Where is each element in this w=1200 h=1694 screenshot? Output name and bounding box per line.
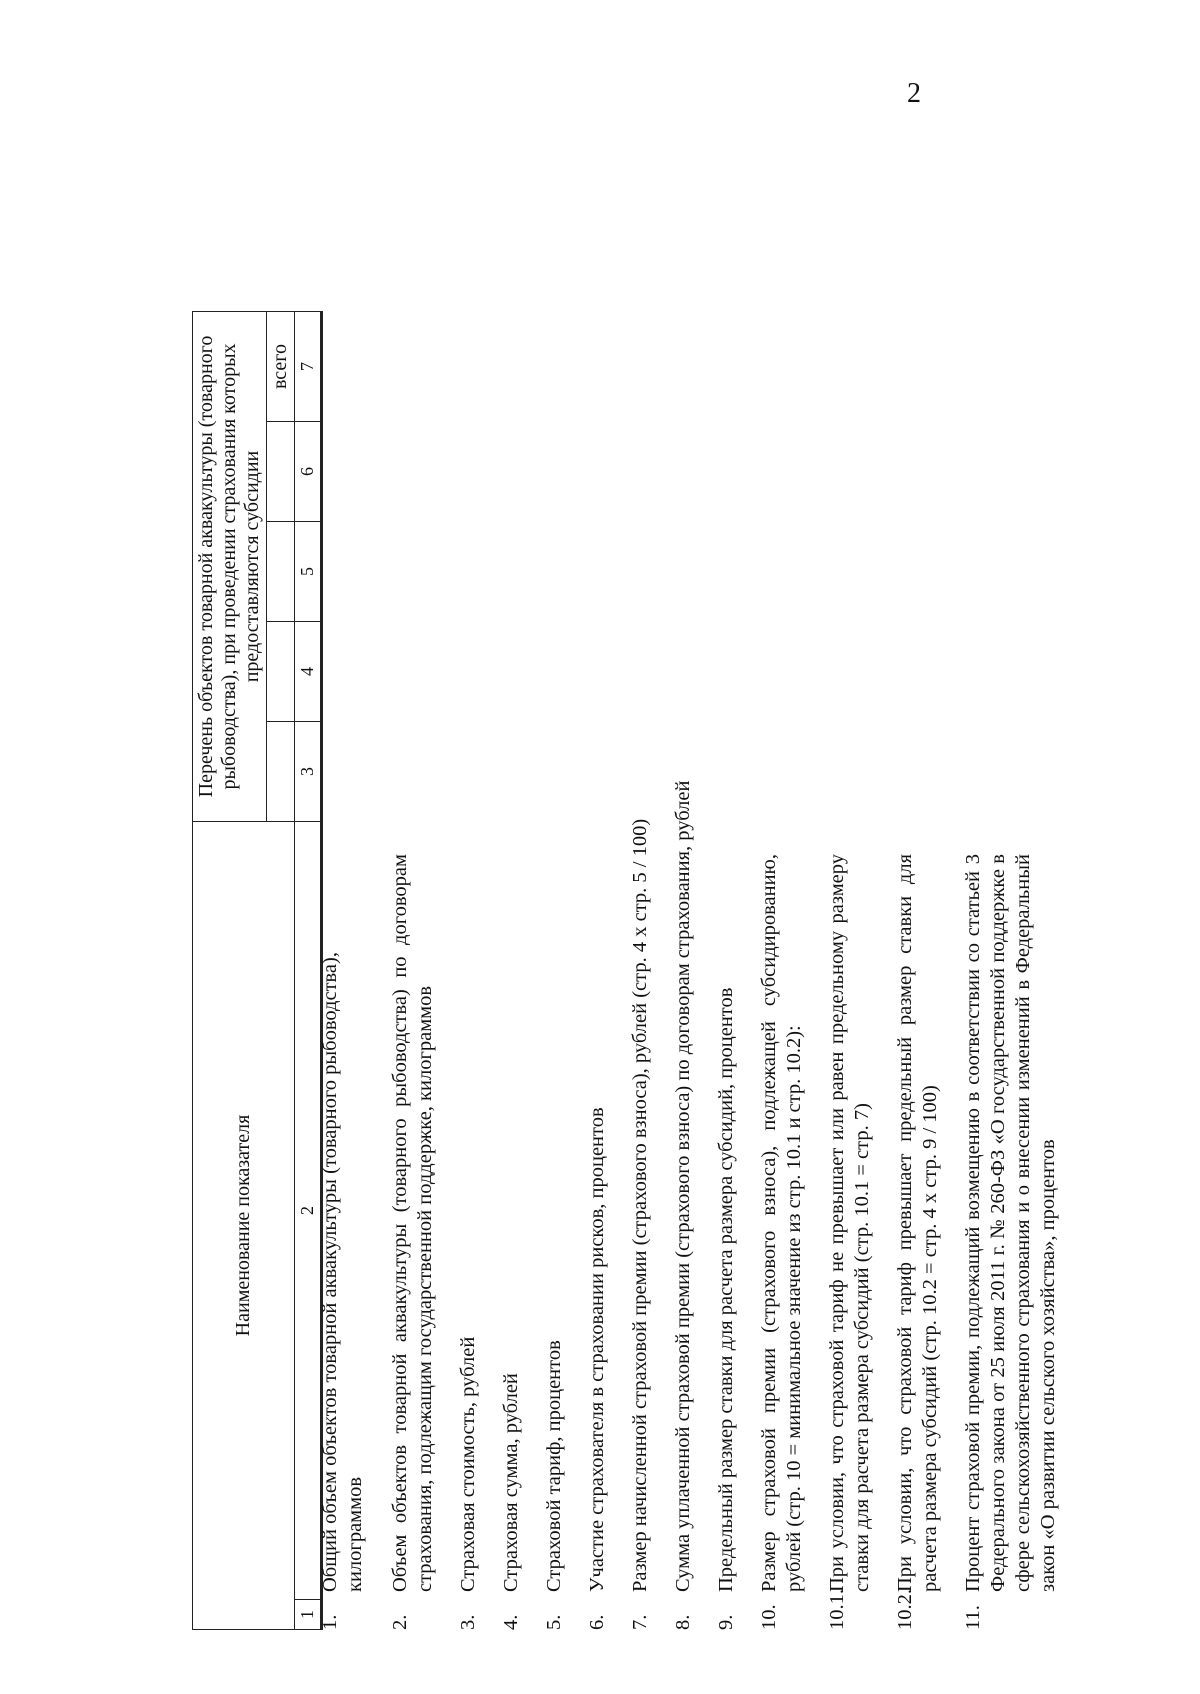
row-number: 2. [389, 1614, 411, 1630]
list-item [757, 90, 807, 1630]
total-header: всего [267, 312, 295, 422]
row-number: 7. [629, 1614, 651, 1630]
row-number: 1. [319, 1614, 341, 1630]
list-header: Перечень объектов товарной аквакультуры (товарного рыбоводства), при проведении страхования которых предоставляются субсидии [193, 312, 267, 822]
blank-cell [267, 722, 295, 822]
row-number: 5. [543, 1614, 565, 1630]
list-item [318, 90, 368, 1630]
blank-cell [267, 422, 295, 522]
list-item [961, 90, 1061, 1630]
row-text: Процент страховой премии, подлежащий возмещению в соответствии со статьей 3 Федерального закона от 25 июля 2011 г. № 260-ФЗ «О государственной поддержке в сфере сельскохозяйственного страхования и о внесении изменений в Федеральный закон «О развитии сельского хозяйства», процентов [962, 854, 1059, 1592]
list-item [456, 90, 481, 1630]
row-number: 9. [715, 1614, 737, 1630]
rotated-sheet [140, 80, 1059, 1660]
col-number: 4 [295, 622, 322, 722]
list-item [893, 90, 943, 1630]
indicator-list [318, 90, 1061, 1630]
row-number: 10. [758, 1604, 780, 1630]
col-number: 2 [295, 822, 322, 1600]
row-text: Страховая сумма, рублей [500, 1373, 522, 1592]
col-number: 5 [295, 522, 322, 622]
row-text: При условии, что страховой тариф превышает предельный размер ставки для расчета размера субсидий (стр. 10.2 = стр. 4 х стр. 9 / 100) [894, 854, 941, 1592]
row-text: Предельный размер ставки для расчета размера субсидий, процентов [715, 987, 737, 1592]
list-item [499, 90, 524, 1630]
row-number: 8. [672, 1614, 694, 1630]
row-number: 6. [586, 1614, 608, 1630]
col-number: 1 [295, 1600, 322, 1630]
list-item [388, 90, 438, 1630]
row-text: Страховая стоимость, рублей [457, 1336, 479, 1592]
page-number: 2 [907, 78, 921, 109]
list-item [585, 90, 610, 1630]
row-number: 11. [962, 1605, 984, 1630]
row-number: 3. [457, 1614, 479, 1630]
row-text: Размер страховой премии (страхового взноса), подлежащей субсидированию, рублей (стр. 10 = минимальное значение из стр. 10.1 и стр. 10.2): [758, 854, 805, 1592]
row-text: Сумма уплаченной страховой премии (страхового взноса) по договорам страхования, рублей [672, 780, 694, 1592]
name-header: Наименование показателя [193, 822, 295, 1630]
col-number: 7 [295, 312, 322, 422]
row-text: При условии, что страховой тариф не превышает или равен предельному размеру ставки для расчета размера субсидий (стр. 10.1 = стр. 7) [826, 854, 873, 1592]
row-text: Участие страхователя в страховании рисков, процентов [586, 1107, 608, 1592]
col-number: 6 [295, 422, 322, 522]
row-text: Общий объем объектов товарной аквакультуры (товарного рыбоводства), килограммов [319, 952, 366, 1592]
list-item [825, 90, 875, 1630]
row-text: Объем объектов товарной аквакультуры (товарного рыбоводства) по договорам страхования, подлежащим государственной поддержке, килограммов [389, 854, 436, 1592]
indicator-table [192, 311, 323, 1630]
list-item [714, 90, 739, 1630]
list-item [671, 90, 696, 1630]
blank-cell [267, 522, 295, 622]
list-item [542, 90, 567, 1630]
row-text: Страховой тариф, процентов [543, 1340, 565, 1592]
list-item [628, 90, 653, 1630]
blank-cell [267, 622, 295, 722]
row-text: Размер начисленной страховой премии (страхового взноса), рублей (стр. 4 х стр. 5 / 100) [629, 818, 651, 1592]
row-number: 10.1. [826, 1589, 848, 1630]
row-number: 10.2. [894, 1589, 916, 1630]
row-number: 4. [500, 1614, 522, 1630]
col-number: 3 [295, 722, 322, 822]
